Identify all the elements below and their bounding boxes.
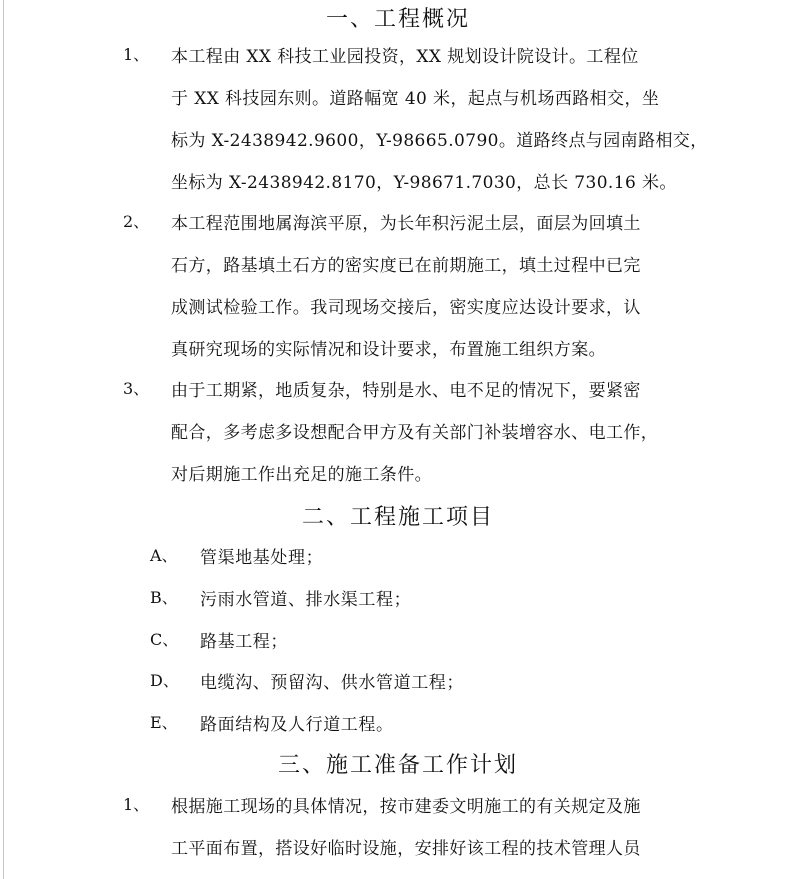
paragraph-line: 标为 X-2438942.9600，Y-98665.0790。道路终点与园南路相交， [171,131,708,151]
item-letter: C、 [150,630,179,649]
item-letter: B、 [150,588,178,607]
item-number: 2、 [123,212,150,231]
paragraph-line: 本工程由 XX 科技工业园投资，XX 规划设计院设计。工程位 [171,47,639,67]
paragraph-line: 配合，多考虑多设想配合甲方及有关部门补装增容水、电工作， [171,423,659,443]
item-letter: E、 [150,713,178,732]
paragraph-line: 真研究现场的实际情况和设计要求，布置施工组织方案。 [171,340,606,360]
item-number: 1、 [123,795,150,814]
item-text: 路基工程； [200,632,288,652]
paragraph-line: 石方，路基填土石方的密实度已在前期施工，填土过程中已完 [171,256,641,276]
paragraph-line: 对后期施工作出充足的施工条件。 [171,465,432,485]
paragraph-line: 根据施工现场的具体情况，按市建委文明施工的有关规定及施 [171,797,641,817]
paragraph-line: 于 XX 科技园东则。道路幅宽 40 米，起点与机场西路相交，坐 [171,89,660,109]
section-heading-items: 二、工程施工项目 [301,505,494,530]
paragraph-line: 坐标为 X-2438942.8170，Y-98671.7030，总长 730.16 米。 [171,173,677,193]
item-letter: A、 [150,546,178,565]
item-number: 3、 [123,379,150,398]
paragraph-line: 成测试检验工作。我司现场交接后，密实度应达设计要求，认 [171,298,641,318]
item-text: 污雨水管道、排水渠工程； [200,590,412,610]
item-text: 路面结构及人行道工程。 [200,715,394,735]
paragraph-line: 工平面布置，搭设好临时设施，安排好该工程的技术管理人员 [171,839,641,859]
item-text: 管渠地基处理； [200,548,324,568]
item-letter: D、 [150,671,179,690]
section-heading-preparation: 三、施工准备工作计划 [277,753,518,778]
paragraph-line: 由于工期紧，地质复杂，特别是水、电不足的情况下，要紧密 [171,381,641,401]
item-number: 1、 [123,45,150,64]
item-text: 电缆沟、预留沟、供水管道工程； [200,673,464,693]
paragraph-line: 本工程范围地属海滨平原，为长年积污泥土层，面层为回填土 [171,214,641,234]
section-heading-overview: 一、工程概况 [325,7,470,32]
